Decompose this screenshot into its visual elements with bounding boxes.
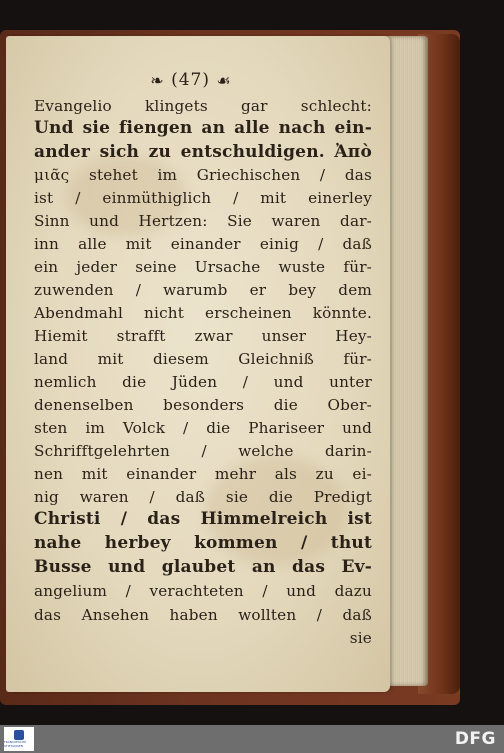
text-line: ist / einmüthiglich / mit einerley (34, 189, 372, 207)
text-line: nemlich die Jüden / und unter (34, 373, 372, 391)
logo-mark (14, 730, 24, 740)
fleuron-ornament-icon: ❧ (150, 71, 165, 90)
page-number: (47) (171, 70, 210, 90)
text-line: ander sich zu entschuldigen. Ἀπὸ (34, 142, 372, 162)
book-page (6, 36, 390, 692)
text-line: Busse und glaubet an das Ev- (34, 557, 372, 577)
logo-text: FRANCKESCHE STIFTUNGEN (4, 740, 27, 748)
text-line: Schrifftgelehrten / welche darin- (34, 442, 372, 460)
text-line: angelium / verachteten / und dazu (34, 582, 372, 600)
catchword: sie (349, 629, 372, 647)
text-line: nig waren / daß sie die Predigt (34, 488, 372, 506)
text-line: μιᾶς stehet im Griechischen / das (34, 166, 372, 184)
text-line: land mit diesem Gleichniß für- (34, 350, 372, 368)
institution-logo-icon[interactable] (4, 727, 34, 751)
text-line: das Ansehen haben wollten / daß (34, 606, 372, 624)
text-line: Evangelio klingets gar schlecht: (34, 97, 372, 115)
text-line: nen mit einander mehr als zu ei- (34, 465, 372, 483)
text-line: sten im Volck / die Phariseer und (34, 419, 372, 437)
fleuron-ornament-icon: ☙ (216, 71, 232, 90)
text-line: inn alle mit einander einig / daß (34, 235, 372, 253)
text-line: Christi / das Himmelreich ist (34, 509, 372, 529)
text-line: denenselben besonders die Ober- (34, 396, 372, 414)
text-line: zuwenden / warumb er bey dem (34, 281, 372, 299)
text-line: nahe herbey kommen / thut (34, 533, 372, 553)
dfg-logo[interactable]: DFG (454, 729, 496, 749)
text-line: Abendmahl nicht erscheinen könnte. (34, 304, 372, 322)
text-line: ein jeder seine Ursache wuste für- (34, 258, 372, 276)
viewer-footer-bar (0, 725, 504, 753)
text-line: Und sie fiengen an alle nach ein- (34, 118, 372, 138)
text-line: Hiemit strafft zwar unser Hey- (34, 327, 372, 345)
text-line: Sinn und Hertzen: Sie waren dar- (34, 212, 372, 230)
page-header (136, 70, 246, 90)
